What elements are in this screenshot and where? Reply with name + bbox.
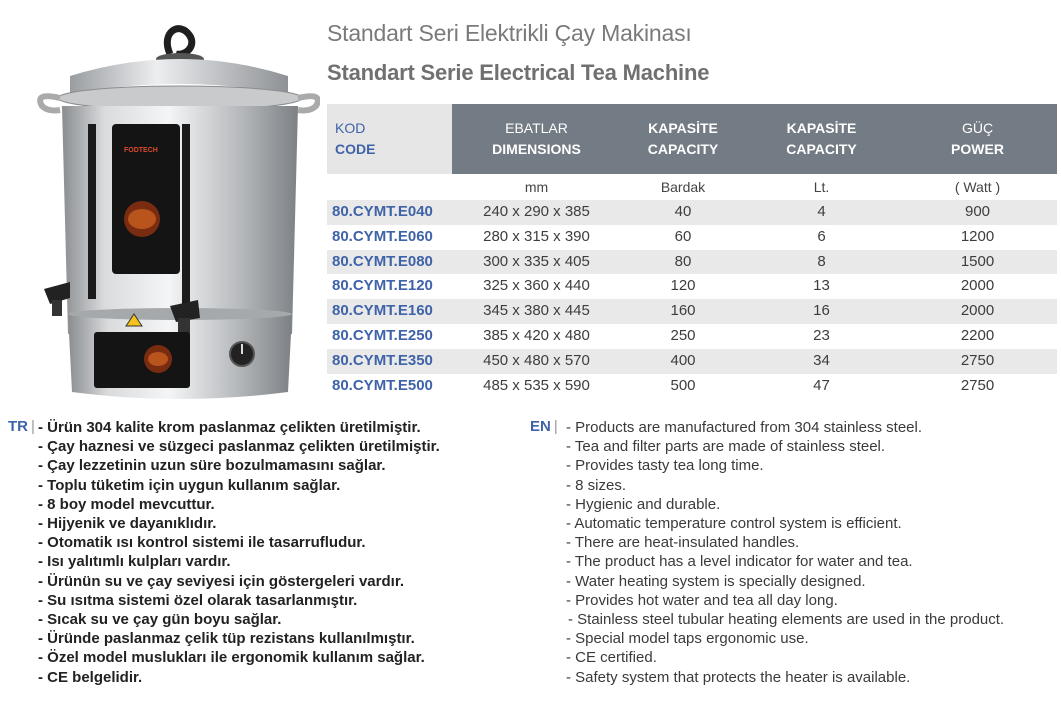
cell-cups: 60 — [674, 227, 692, 245]
cell-liters: 8 — [817, 252, 826, 270]
cell-dimensions: 240 x 290 x 385 — [483, 203, 590, 220]
header-dimensions — [452, 104, 621, 174]
cell-dimensions: 300 x 335 x 405 — [483, 252, 590, 270]
spec-table — [327, 104, 1057, 398]
unit-dimensions: mm — [524, 179, 549, 195]
cell-liters: 47 — [813, 376, 830, 394]
cell-code: 80.CYMT.E060 — [332, 227, 433, 245]
list-item: - Special model taps ergonomic use. — [566, 630, 809, 648]
en-label-text: EN — [530, 418, 551, 435]
cell-power: 1200 — [960, 227, 995, 245]
table-row — [327, 324, 1057, 349]
list-item: - Özel model muslukları ile ergonomik kullanım sağlar. — [38, 649, 425, 667]
cell-code: 80.CYMT.E160 — [332, 302, 433, 320]
cell-cups: 160 — [670, 302, 696, 320]
title-turkish: Standart Seri Elektrikli Çay Makinası — [327, 20, 692, 46]
list-item: - Hijyenik ve dayanıklıdır. — [38, 515, 217, 533]
cell-power: 1500 — [960, 252, 995, 270]
header-capacity-cups — [621, 104, 745, 174]
list-item: - Hygienic and durable. — [566, 495, 721, 513]
list-item: - There are heat-insulated handles. — [566, 534, 800, 552]
cell-dimensions: 485 x 535 x 590 — [483, 376, 590, 394]
table-row — [327, 349, 1057, 374]
cell-power: 900 — [964, 203, 991, 220]
cell-power: 2750 — [960, 351, 995, 369]
header-code-en: CODE — [335, 141, 376, 157]
cell-liters: 4 — [817, 203, 826, 220]
list-item: - Tea and filter parts are made of stainless steel. — [566, 438, 886, 456]
table-header — [327, 104, 1057, 174]
tr-label: TR | — [8, 418, 35, 435]
cell-code: 80.CYMT.E040 — [332, 203, 433, 220]
cell-power: 2750 — [960, 376, 995, 394]
cell-cups: 250 — [670, 326, 696, 344]
en-feature-list — [566, 418, 1028, 687]
title-english: Standart Serie Electrical Tea Machine — [327, 60, 710, 85]
list-item: - Otomatik ısı kontrol sistemi ile tasarrufludur. — [38, 534, 366, 552]
cell-code: 80.CYMT.E500 — [332, 376, 433, 394]
table-row — [327, 200, 1057, 225]
cell-liters: 34 — [813, 351, 830, 369]
cell-liters: 16 — [813, 302, 830, 320]
unit-liters: Lt. — [813, 179, 830, 195]
unit-watt: ( Watt ) — [954, 179, 1001, 195]
cell-code: 80.CYMT.E350 — [332, 351, 433, 369]
list-item: - CE belgelidir. — [38, 668, 143, 686]
header-capacity-liters-tr: KAPASİTE — [786, 120, 857, 136]
list-item: - Provides hot water and tea all day long. — [566, 591, 838, 609]
cell-cups: 500 — [670, 376, 696, 394]
cell-code: 80.CYMT.E120 — [332, 277, 433, 295]
brand-logo: FODTECH — [124, 147, 158, 154]
list-item: - Provides tasty tea long time. — [566, 457, 764, 475]
list-item: - Sıcak su ve çay gün boyu sağlar. — [38, 611, 282, 629]
table-row — [327, 250, 1057, 275]
unit-cups: Bardak — [660, 179, 706, 195]
list-item: - Toplu tüketim için uygun kullanım sağlar. — [38, 476, 341, 494]
header-capacity-cups-en: CAPACITY — [647, 141, 719, 157]
tr-feature-list — [38, 418, 508, 687]
header-power-en: POWER — [951, 141, 1004, 157]
header-code — [327, 104, 452, 174]
cell-cups: 120 — [670, 277, 696, 295]
cell-power: 2000 — [960, 277, 995, 295]
list-item: - 8 sizes. — [566, 476, 627, 494]
table-row — [327, 374, 1057, 399]
header-code-tr: KOD — [335, 120, 366, 136]
header-dimensions-tr: EBATLAR — [505, 120, 568, 136]
header-dimensions-en: DIMENSIONS — [492, 141, 581, 157]
cell-power: 2000 — [960, 302, 995, 320]
list-item: - Çay haznesi ve süzgeci paslanmaz çelikten üretilmiştir. — [38, 438, 440, 456]
tea-machine-image — [30, 14, 320, 404]
list-item: - Products are manufactured from 304 stainless steel. — [566, 419, 923, 436]
list-item: - Safety system that protects the heater is available. — [566, 668, 911, 686]
cell-code: 80.CYMT.E250 — [332, 326, 433, 344]
cell-dimensions: 345 x 380 x 445 — [483, 302, 590, 320]
list-item: - CE certified. — [566, 649, 657, 667]
en-label: EN | — [530, 418, 558, 435]
header-capacity-cups-tr: KAPASİTE — [648, 120, 718, 136]
cell-power: 2200 — [960, 326, 995, 344]
tr-label-text: TR — [8, 418, 28, 435]
list-item: - Stainless steel tubular heating elements are used in the product. — [568, 611, 1005, 629]
cell-cups: 80 — [674, 252, 692, 270]
cell-dimensions: 385 x 420 x 480 — [483, 326, 590, 344]
list-item: - Üründe paslanmaz çelik tüp rezistans kullanılmıştır. — [38, 630, 415, 648]
table-row — [327, 225, 1057, 250]
cell-code: 80.CYMT.E080 — [332, 252, 433, 270]
table-row — [327, 274, 1057, 299]
list-item: - Çay lezzetinin uzun süre bozulmamasını sağlar. — [38, 457, 386, 475]
list-item: - The product has a level indicator for water and tea. — [566, 553, 913, 571]
units-row — [327, 174, 1057, 200]
list-item: - Automatic temperature control system is efficient. — [566, 515, 902, 533]
cell-liters: 13 — [813, 277, 830, 295]
cell-dimensions: 280 x 315 x 390 — [483, 227, 590, 245]
list-item: - Su ısıtma sistemi özel olarak tasarlanmıştır. — [38, 591, 358, 609]
list-item: - Isı yalıtımlı kulpları vardır. — [38, 553, 231, 571]
header-capacity-liters — [745, 104, 898, 174]
header-capacity-liters-en: CAPACITY — [786, 141, 857, 157]
header-power-tr: GÜÇ — [961, 120, 994, 136]
table-row — [327, 299, 1057, 324]
list-item: - Water heating system is specially designed. — [566, 572, 866, 590]
cell-cups: 40 — [674, 203, 692, 220]
list-item: - 8 boy model mevcuttur. — [38, 495, 215, 513]
cell-liters: 23 — [813, 326, 830, 344]
cell-dimensions: 325 x 360 x 440 — [483, 277, 590, 295]
list-item: - Ürün 304 kalite krom paslanmaz çelikten üretilmiştir. — [38, 419, 421, 436]
list-item: - Ürünün su ve çay seviyesi için göstergeleri vardır. — [38, 572, 404, 590]
cell-liters: 6 — [817, 227, 826, 245]
cell-dimensions: 450 x 480 x 570 — [483, 351, 590, 369]
header-power — [898, 104, 1057, 174]
cell-cups: 400 — [670, 351, 696, 369]
